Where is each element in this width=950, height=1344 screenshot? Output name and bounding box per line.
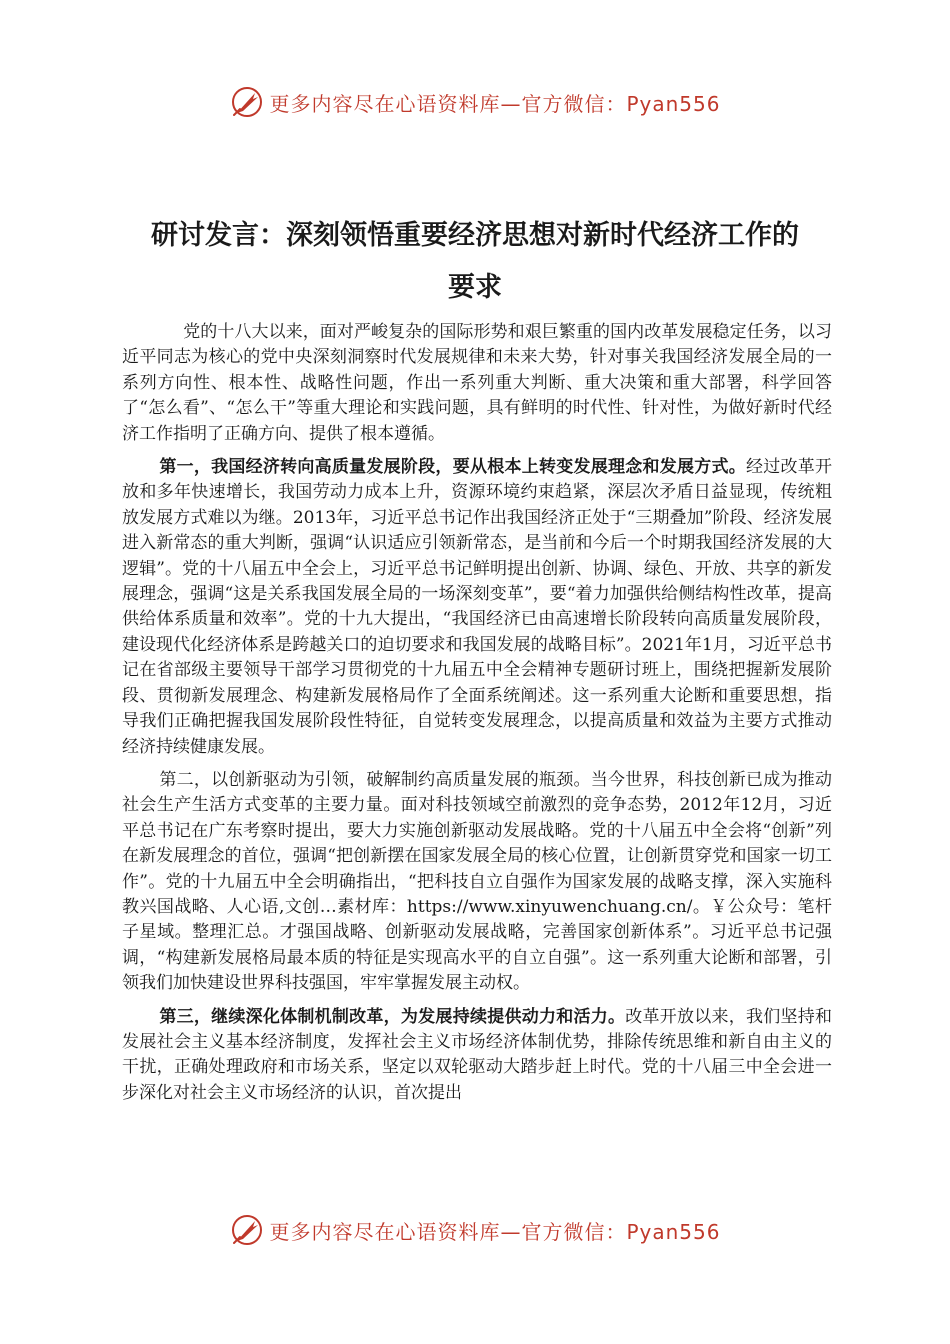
quill-logo-icon bbox=[229, 1212, 265, 1248]
paragraph bbox=[122, 320, 832, 447]
page-title bbox=[110, 210, 840, 314]
paragraph bbox=[122, 768, 832, 997]
footer-banner bbox=[0, 1210, 950, 1250]
paragraph bbox=[122, 455, 832, 760]
title-line-1: 研讨发言：深刻领悟重要经济思想对新时代经济工作的 bbox=[151, 220, 799, 251]
banner-text: 更多内容尽在心语资料库—官方微信：Pyan556 bbox=[269, 1219, 721, 1244]
paragraph-text: 改革开放以来，我们坚持和发展社会主义基本经济制度，发挥社会主义市场经济体制优势，排除传统思维和新自由主义的干扰，正确处理政府和市场关系，坚定以双轮驱动大踏步赶上时代。党的十八届三中全会进一步深化对社会主义市场经济的认识，首次提出 bbox=[122, 1006, 833, 1103]
paragraph-lead: 第一，我国经济转向高质量发展阶段，要从根本上转变发展理念和发展方式。 bbox=[159, 457, 746, 478]
banner-text: 更多内容尽在心语资料库—官方微信：Pyan556 bbox=[269, 91, 721, 116]
header-banner bbox=[0, 82, 950, 122]
paragraph-text: 经过改革开放和多年快速增长，我国劳动力成本上升，资源环境约束趋紧，深层次矛盾日益显现，传统粗放发展方式难以为继。2013年，习近平总书记作出我国经济正处于“三期叠加”阶段、经济发展进入新常态的重大判断，强调“认识适应引领新常态，是当前和今后一个时期我国经济发展的大逻辑”。党的十八届五中全会上，习近平总书记鲜明提出创新、协调、绿色、开放、共享的新发展理念，强调“这是关系我国发展全局的一场深刻变革”，要“着力加强供给侧结构性改革，提高供给体系质量和效率”。党的十九大提出，“我国经济已由高速增长阶段转向高质量发展阶段，建设现代化经济体系是跨越关口的迫切要求和我国发展的战略目标”。2021年1月，习近平总书记在省部级主要领导干部学习贯彻党的十九届五中全会精神专题研讨班上，围绕把握新发展阶段、贯彻新发展理念、构建新发展格局作了全面系统阐述。这一系列重大论断和重要思想，指导我们正确把握我国发展阶段性特征，自觉转变发展理念，以提高质量和效益为主要方式推动经济持续健康发展。 bbox=[122, 457, 833, 757]
paragraph bbox=[122, 1005, 832, 1107]
paragraph-text: 第二，以创新驱动为引领，破解制约高质量发展的瓶颈。当今世界，科技创新已成为推动社会生产生活方式变革的主要力量。面对科技领域空前激烈的竞争态势，2012年12月，习近平总书记在广东考察时提出，要大力实施创新驱动发展战略。党的十八届五中全会将“创新”列在新发展理念的首位，强调“把创新摆在国家发展全局的核心位置，让创新贯穿党和国家一切工作”。党的十九届五中全会明确指出，“把科技自立自强作为国家发展的战略支撑，深入实施科教兴国战略、人心语,文创…素材库：https://www.xinyuwenchuang.cn/。￥公众号：笔杆子星域。整理汇总。才强国战略、创新驱动发展战略，完善国家创新体系”。习近平总书记强调，“构建新发展格局最本质的特征是实现高水平的自立自强”。这一系列重大论断和部署，引领我们加快建设世界科技强国，牢牢掌握发展主动权。 bbox=[122, 769, 832, 994]
title-line-2: 要求 bbox=[448, 272, 502, 303]
paragraph-lead: 第三，继续深化体制机制改革，为发展持续提供动力和活力。 bbox=[159, 1006, 626, 1027]
article-body bbox=[122, 320, 832, 1114]
quill-logo-icon bbox=[229, 84, 265, 120]
paragraph-text: 党的十八大以来，面对严峻复杂的国际形势和艰巨繁重的国内改革发展稳定任务，以习近平同志为核心的党中央深刻洞察时代发展规律和未来大势，针对事关我国经济发展全局的一系列方向性、根本性、战略性问题，作出一系列重大判断、重大决策和重大部署，科学回答了“怎么看”、“怎么干”等重大理论和实践问题，具有鲜明的时代性、针对性，为做好新时代经济工作指明了正确方向、提供了根本遵循。 bbox=[122, 322, 832, 444]
